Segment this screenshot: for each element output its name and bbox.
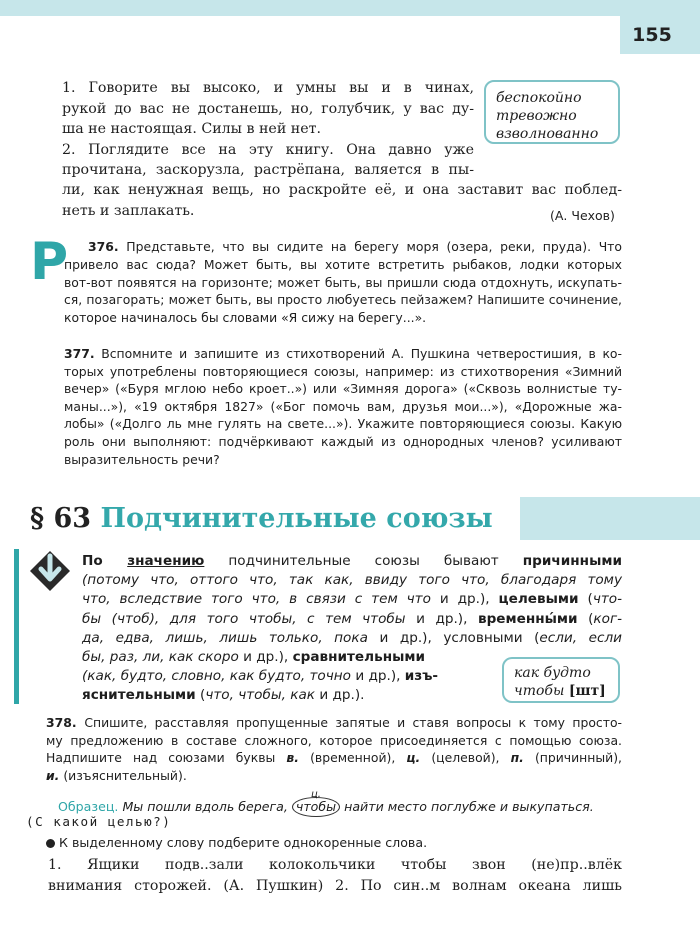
exercise-378 bbox=[46, 714, 622, 784]
text-run: яснительными bbox=[82, 687, 196, 704]
task-text: К выделенному слову подберите однокоренные слова. bbox=[59, 835, 428, 850]
exercise-text: роль они выполняют: подчёркивают каждый из однородных членов? усиливают bbox=[64, 433, 622, 449]
exercise-text: вот-вот появятся на горизонте; может быть, вы пришли сюда отдохнуть, искупать- bbox=[64, 274, 622, 290]
exercise-text: выразительность речи? bbox=[64, 451, 220, 467]
exercise-text: торых употреблены повторяющиеся союзы, например: из стихотворения «Зимний bbox=[64, 363, 622, 379]
exercise-376 bbox=[64, 238, 622, 256]
text-run: бы (чтоб), для того чтобы, с тем чтобы bbox=[82, 610, 406, 627]
word-box-item: беспокойно bbox=[496, 90, 582, 106]
text-run: му предложению в составе сложного, которое присоединяется с помощью союза. bbox=[46, 732, 622, 748]
exercise-text: вечер» («Буря мглою небо кроет..») или «Зимняя дорога» («Сквозь волнистые ту- bbox=[64, 381, 622, 397]
excerpt-line: 1. Говорите вы высоко, и умны вы и в чинах, bbox=[62, 80, 474, 96]
exercise-text: привело вас сюда? Может быть, вы хотите встретить рыбаков, лодки которых bbox=[64, 257, 622, 272]
conjunction-box bbox=[502, 657, 620, 703]
excerpt-author: (А. Чехов) bbox=[550, 208, 615, 223]
text-run: временны́ми bbox=[477, 610, 578, 627]
exercise-text: Представьте, что вы сидите на берегу моря (озера, реки, пруда). Что bbox=[126, 239, 622, 254]
text-run: (целевой), bbox=[420, 750, 511, 766]
conjunction-word: чтобы bbox=[295, 799, 337, 814]
text-run: бы, раз, ли, как скоро bbox=[82, 649, 239, 666]
text-run: что- bbox=[592, 591, 622, 608]
conjunction-box-tag: [шт] bbox=[568, 683, 606, 699]
section-number: § 63 bbox=[30, 503, 92, 534]
page-number: 155 bbox=[632, 24, 672, 46]
header-band bbox=[0, 0, 700, 16]
rule-arrow-icon bbox=[26, 547, 74, 595]
exercise-text: которое начиналось бы словами «Я сижу на берегу...». bbox=[64, 309, 427, 325]
sample-question: (С какой целью?) bbox=[26, 814, 172, 829]
exercise-text: маны...»), «19 октября 1827» («Бог помочь вам, друзья мои...»), «Дорожные жа- bbox=[64, 398, 622, 414]
text-run: и. bbox=[46, 767, 60, 783]
exercise-number: 378. bbox=[46, 715, 85, 730]
sentence-line: 1. Ящики подв..зали колокольчики чтобы звон (не)пр..влёк bbox=[48, 857, 622, 873]
text-run: что, чтобы, как bbox=[205, 687, 315, 704]
word-box-item: взволнованно bbox=[496, 126, 599, 142]
conjunction-box-line: как будто bbox=[514, 665, 591, 681]
text-line bbox=[46, 732, 622, 750]
excerpt-line: рукой до вас не достанешь, но, голубчик, у вас ду- bbox=[62, 100, 474, 117]
exercise-sentences bbox=[48, 855, 622, 896]
sample-text: Мы пошли вдоль берега, bbox=[122, 799, 288, 814]
text-run: изъ- bbox=[404, 668, 439, 685]
excerpt-line: ли, как ненужная вещь, но раскройте её, и она заставит вас поблед- bbox=[62, 182, 622, 198]
bullet-icon bbox=[46, 839, 55, 848]
exercise-number: 376. bbox=[88, 239, 119, 254]
text-line bbox=[82, 629, 622, 648]
sentence-line: внимания сторожей. (А. Пушкин) 2. По син..м волнам океана лишь bbox=[48, 877, 622, 894]
text-line bbox=[82, 552, 622, 571]
text-run: значению bbox=[127, 553, 205, 569]
text-run: да, едва, лишь, лишь только, пока bbox=[82, 629, 368, 646]
task-line bbox=[46, 835, 427, 850]
word-box bbox=[484, 80, 620, 144]
text-run: ког- bbox=[593, 610, 622, 627]
text-run: сравнительными bbox=[292, 649, 426, 666]
excerpt-bottom bbox=[62, 180, 622, 221]
section-heading bbox=[30, 499, 493, 539]
text-run: что, вследствие того что, в связи с тем что bbox=[82, 591, 431, 608]
text-line bbox=[82, 571, 622, 590]
text-run: если, если bbox=[539, 629, 622, 646]
text-run: ( bbox=[195, 687, 206, 704]
text-run: целевыми bbox=[498, 591, 579, 608]
text-run: в. bbox=[286, 750, 299, 766]
exercise-text: лобы» («Долго ль мне гулять на свете...»). Укажите повторяющиеся союзы. Какую bbox=[64, 416, 622, 432]
text-run: (как, будто, словно, как будто, точно bbox=[82, 668, 351, 685]
text-run: п. bbox=[510, 750, 524, 766]
excerpt-line: неть и заплакать. bbox=[62, 202, 195, 219]
conjunction-box-line: чтобы bbox=[514, 683, 565, 699]
excerpt-line: 2. Поглядите все на эту книгу. Она давно уже bbox=[62, 141, 474, 158]
text-run: и др.), bbox=[351, 668, 405, 685]
section-title: Подчинительные союзы bbox=[100, 503, 493, 534]
rule-bar bbox=[14, 549, 19, 704]
word-box-item: тревожно bbox=[496, 108, 577, 124]
text-line bbox=[82, 610, 622, 629]
sample-text: найти место поглубже и выкупаться. bbox=[344, 799, 594, 814]
text-run: и др.). bbox=[315, 687, 365, 704]
exercise-number: 377. bbox=[64, 346, 95, 361]
text-run: и др.), bbox=[238, 649, 293, 666]
text-run: (изъяснительный). bbox=[59, 767, 187, 783]
excerpt-line: прочитана, заскорузла, растрёпана, валяется в пы- bbox=[62, 162, 474, 178]
text-run: ( bbox=[577, 610, 594, 627]
text-run: и др.), bbox=[405, 610, 478, 627]
exercise-377 bbox=[64, 345, 622, 468]
text-run: (причинный), bbox=[523, 750, 622, 766]
text-line bbox=[82, 590, 622, 609]
sample-label: Образец. bbox=[58, 799, 119, 814]
exercise-text: Вспомните и запишите из стихотворений А. Пушкина четверостишия, в ко- bbox=[101, 346, 622, 361]
text-line bbox=[46, 767, 622, 785]
speech-development-badge: Р bbox=[30, 232, 69, 292]
text-run: (потому что, оттого что, так как, ввиду того что, благодаря тому bbox=[82, 572, 622, 589]
text-run: причинными bbox=[522, 553, 622, 569]
text-run: ц. bbox=[406, 750, 421, 766]
text-line bbox=[46, 714, 622, 732]
text-run: Спишите, расставляя пропущенные запятые и ставя вопросы к тому просто- bbox=[84, 715, 622, 730]
text-run: ( bbox=[578, 591, 593, 608]
excerpt-top bbox=[62, 78, 474, 181]
text-run: и др.), условными ( bbox=[367, 629, 540, 646]
conjunction-mark: ц. bbox=[310, 789, 321, 800]
page-number-box bbox=[620, 16, 700, 54]
text-run: Надпишите над союзами буквы bbox=[46, 750, 287, 766]
excerpt-line: ша не настоящая. Силы в ней нет. bbox=[62, 121, 321, 137]
exercise-text: ся, позагорать; может быть, вы просто любуетесь пейзажем? Напишите сочинение, bbox=[64, 292, 622, 308]
exercise-376-body bbox=[64, 256, 622, 326]
text-line bbox=[46, 749, 622, 767]
circled-conjunction bbox=[292, 789, 340, 817]
text-run: (временной), bbox=[298, 750, 407, 766]
text-run: подчинительные союзы бывают bbox=[204, 553, 523, 569]
text-run: По bbox=[82, 553, 128, 569]
text-run: и др.), bbox=[430, 591, 499, 608]
